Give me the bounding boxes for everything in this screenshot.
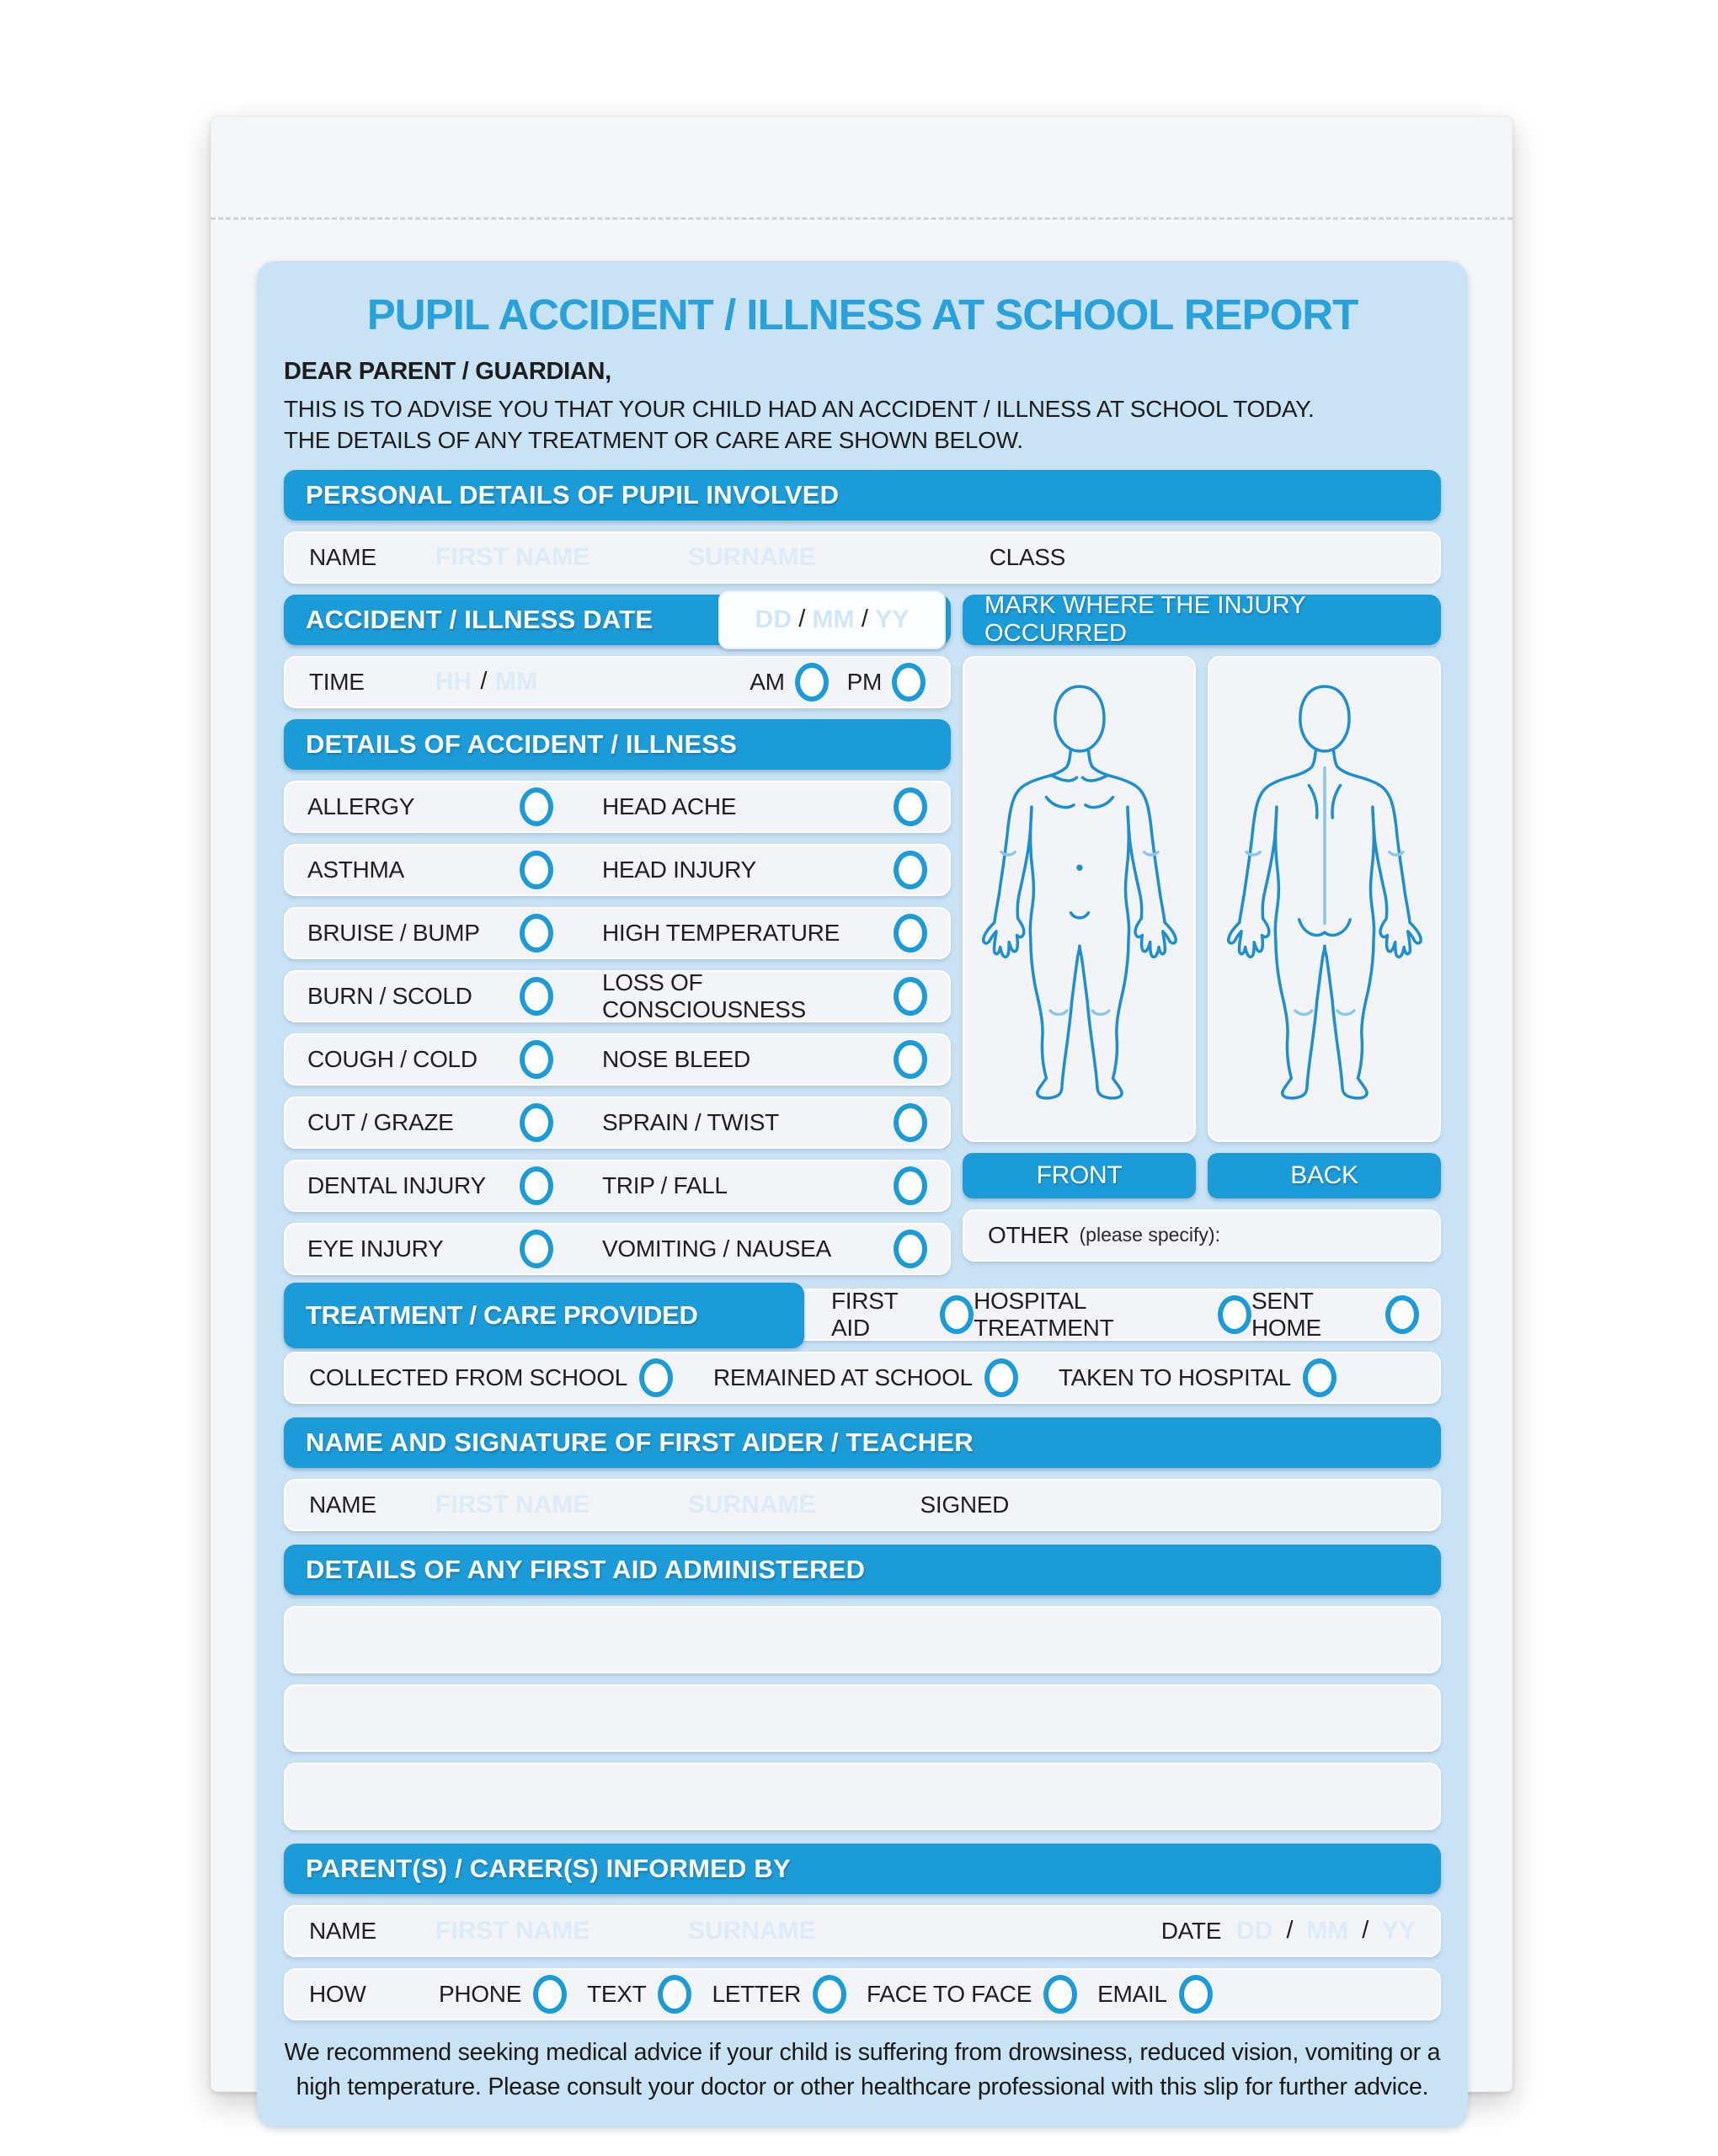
loss-of-consciousness-label: LOSS OF CONSCIOUSNESS	[602, 969, 806, 1022]
informed-how-row	[284, 1968, 1441, 2020]
class-label: CLASS	[989, 543, 1066, 570]
other-hint: (please specify):	[1079, 1224, 1220, 1246]
time-separator: /	[480, 668, 488, 696]
section-personal-details: PERSONAL DETAILS OF PUPIL INVOLVED	[284, 470, 1441, 520]
phone-checkbox[interactable]	[533, 1975, 567, 2014]
body-back-details	[1246, 768, 1402, 1015]
accident-report-form	[257, 261, 1468, 2127]
section-first-aid-details: DETAILS OF ANY FIRST AID ADMINISTERED	[284, 1545, 1441, 1595]
body-back-figure	[1217, 674, 1433, 1124]
intro-text	[284, 394, 1441, 456]
face-to-face-option	[867, 1975, 1077, 2014]
head-ache-label: HEAD ACHE	[602, 792, 737, 819]
perforation-line	[211, 217, 1513, 220]
date-label: DATE	[1160, 1917, 1222, 1944]
informed-date-field[interactable]	[1161, 1917, 1416, 1945]
eye-injury-checkbox[interactable]	[520, 1230, 553, 1268]
asthma-checkbox[interactable]	[520, 851, 553, 889]
signed-label: SIGNED	[920, 1491, 1010, 1518]
informed-yy-placeholder: YY	[1381, 1916, 1416, 1945]
first-aid-details-input-1[interactable]	[284, 1606, 1441, 1673]
dental-injury-label: DENTAL INJURY	[307, 1171, 486, 1198]
head-injury-checkbox[interactable]	[894, 851, 927, 889]
advice-line-1: We recommend seeking medical advice if your child is suffering from drowsiness, reduced vision, vomiting or a	[284, 2038, 1441, 2066]
front-label: FRONT	[963, 1153, 1196, 1198]
parent-surname-placeholder: SURNAME	[688, 1916, 816, 1945]
first-name-placeholder: FIRST NAME	[435, 542, 590, 571]
cough-cold-label: COUGH / COLD	[307, 1045, 478, 1072]
bruise-bump-label: BRUISE / BUMP	[307, 919, 480, 946]
bruise-bump-checkbox[interactable]	[520, 914, 553, 953]
asthma-label: ASTHMA	[307, 856, 404, 883]
taken-to-hospital-option	[1059, 1358, 1337, 1397]
burn-scold-checkbox[interactable]	[520, 977, 553, 1016]
cough-cold-checkbox[interactable]	[520, 1040, 553, 1079]
am-pm-group	[741, 663, 926, 702]
text-option	[587, 1975, 691, 2014]
hospital-treatment-option	[974, 1288, 1251, 1342]
remained-at-school-option	[713, 1358, 1018, 1397]
time-label: TIME	[309, 668, 365, 695]
intro-line-1: THIS IS TO ADVISE YOU THAT YOUR CHILD HAD AN ACCIDENT / ILLNESS AT SCHOOL TODAY.	[284, 396, 1315, 422]
first-aider-surname-placeholder: SURNAME	[688, 1490, 816, 1518]
head-injury-label: HEAD INJURY	[602, 856, 756, 883]
nose-bleed-checkbox[interactable]	[894, 1040, 927, 1079]
face-to-face-checkbox[interactable]	[1043, 1975, 1077, 2014]
sent-home-checkbox[interactable]	[1385, 1295, 1419, 1334]
hospital-treatment-label: HOSPITAL TREATMENT	[974, 1287, 1114, 1341]
sprain-twist-checkbox[interactable]	[894, 1103, 927, 1142]
section-accident-details-list: DETAILS OF ACCIDENT / ILLNESS	[284, 719, 951, 770]
sent-home-label: SENT HOME	[1251, 1287, 1321, 1341]
yy-placeholder: YY	[875, 605, 910, 633]
dental-injury-checkbox[interactable]	[520, 1166, 553, 1205]
salutation: DEAR PARENT / GUARDIAN,	[284, 358, 611, 385]
first-aider-name-field[interactable]	[284, 1479, 1441, 1531]
informed-dd-placeholder: DD	[1236, 1916, 1273, 1945]
back-label: BACK	[1208, 1153, 1441, 1198]
nose-bleed-label: NOSE BLEED	[602, 1045, 750, 1072]
accident-date-header-label: ACCIDENT / ILLNESS DATE	[306, 604, 654, 634]
letter-label: LETTER	[712, 1980, 801, 2007]
head-ache-checkbox[interactable]	[894, 787, 927, 826]
section-treatment: TREATMENT / CARE PROVIDED	[284, 1283, 804, 1348]
vomiting-nausea-checkbox[interactable]	[894, 1230, 927, 1268]
intro-line-2: THE DETAILS OF ANY TREATMENT OR CARE ARE SHOWN BELOW.	[284, 426, 1023, 453]
accident-details-zone	[284, 591, 1441, 1275]
injury-map-column	[963, 591, 1441, 1262]
remained-at-school-checkbox[interactable]	[984, 1358, 1018, 1397]
collected-from-school-label: COLLECTED FROM SCHOOL	[309, 1364, 627, 1390]
dd-placeholder: DD	[755, 605, 792, 633]
condition-row-burn	[284, 970, 951, 1022]
condition-row-asthma	[284, 844, 951, 896]
collected-from-school-checkbox[interactable]	[639, 1358, 673, 1397]
text-checkbox[interactable]	[658, 1975, 691, 2014]
body-front-details	[1000, 776, 1157, 1014]
condition-row-dental	[284, 1160, 951, 1212]
email-option	[1097, 1975, 1213, 2014]
front-back-labels	[963, 1153, 1441, 1198]
first-aid-details-input-2[interactable]	[284, 1684, 1441, 1752]
surname-placeholder: SURNAME	[688, 542, 816, 571]
pupil-name-field[interactable]	[284, 531, 1441, 584]
loss-of-consciousness-checkbox[interactable]	[894, 977, 927, 1016]
letter-option	[712, 1975, 846, 2014]
sprain-twist-label: SPRAIN / TWIST	[602, 1108, 779, 1135]
sent-home-option	[1251, 1288, 1419, 1342]
informed-date-separator: /	[1362, 1917, 1369, 1945]
body-diagram-back[interactable]	[1208, 656, 1441, 1142]
name-label: NAME	[309, 543, 376, 570]
high-temperature-label: HIGH TEMPERATURE	[602, 919, 840, 946]
how-label: HOW	[309, 1980, 366, 2007]
accident-left-column	[284, 595, 951, 1275]
hospital-treatment-checkbox[interactable]	[1218, 1295, 1251, 1334]
allergy-label: ALLERGY	[307, 792, 415, 819]
phone-label: PHONE	[439, 1980, 522, 2007]
mm-placeholder: MM	[812, 605, 855, 633]
first-aid-details-input-3[interactable]	[284, 1763, 1441, 1830]
am-checkbox[interactable]	[795, 663, 829, 702]
condition-row-allergy	[284, 781, 951, 833]
condition-row-eye	[284, 1223, 951, 1275]
taken-to-hospital-checkbox[interactable]	[1303, 1358, 1337, 1397]
condition-row-cough	[284, 1033, 951, 1086]
letter-checkbox[interactable]	[813, 1975, 846, 2014]
other-label: OTHER	[988, 1221, 1070, 1248]
body-diagram-front[interactable]	[963, 656, 1196, 1142]
condition-row-cut	[284, 1097, 951, 1149]
burn-scold-label: BURN / SCOLD	[307, 982, 472, 1009]
treatment-options	[831, 1288, 1419, 1342]
date-separator: /	[798, 606, 806, 633]
high-temperature-checkbox[interactable]	[894, 914, 927, 953]
collected-from-school-option	[309, 1358, 673, 1397]
body-diagrams	[963, 656, 1441, 1142]
accident-date-input[interactable]	[718, 590, 946, 649]
informed-mm-placeholder: MM	[1306, 1916, 1349, 1945]
pm-label: PM	[846, 668, 882, 695]
pm-checkbox[interactable]	[892, 663, 926, 702]
vomiting-nausea-label: VOMITING / NAUSEA	[602, 1235, 831, 1262]
trip-fall-checkbox[interactable]	[894, 1166, 927, 1205]
trip-fall-label: TRIP / FALL	[602, 1171, 728, 1198]
parent-name-label: NAME	[309, 1917, 376, 1944]
remained-at-school-label: REMAINED AT SCHOOL	[712, 1364, 973, 1390]
hh-placeholder: HH	[435, 667, 472, 696]
body-front-figure	[972, 674, 1187, 1124]
treatment-options-row	[284, 1289, 1441, 1341]
cut-graze-label: CUT / GRAZE	[307, 1108, 454, 1135]
allergy-checkbox[interactable]	[520, 787, 553, 826]
parent-name-field[interactable]	[284, 1905, 1441, 1957]
advice-line-2: high temperature. Please consult your doctor or other healthcare professional with this slip for further advice.	[296, 2073, 1429, 2101]
cut-graze-checkbox[interactable]	[520, 1103, 553, 1142]
section-first-aider: NAME AND SIGNATURE OF FIRST AIDER / TEACHER	[284, 1417, 1441, 1468]
section-parents-informed: PARENT(S) / CARER(S) INFORMED BY	[284, 1844, 1441, 1894]
time-field[interactable]	[284, 656, 951, 708]
report-sheet	[211, 116, 1513, 2101]
first-aider-first-name-placeholder: FIRST NAME	[435, 1490, 590, 1518]
care-outcome-row	[284, 1352, 1441, 1404]
time-mm-placeholder: MM	[495, 667, 538, 696]
eye-injury-label: EYE INJURY	[307, 1235, 444, 1262]
first-aider-name-label: NAME	[309, 1491, 376, 1518]
face-to-face-label: FACE TO FACE	[867, 1980, 1032, 2007]
informed-date-separator: /	[1286, 1917, 1294, 1945]
phone-option	[439, 1975, 567, 2014]
other-specify-field[interactable]	[963, 1209, 1441, 1262]
first-aid-label: FIRST AID	[831, 1287, 898, 1341]
parent-first-name-placeholder: FIRST NAME	[435, 1916, 590, 1945]
form-title: PUPIL ACCIDENT / ILLNESS AT SCHOOL REPORT	[366, 291, 1358, 339]
condition-row-bruise	[284, 907, 951, 959]
taken-to-hospital-label: TAKEN TO HOSPITAL	[1058, 1364, 1291, 1390]
text-label: TEXT	[587, 1980, 647, 2007]
am-label: AM	[750, 668, 785, 695]
section-accident-date	[284, 595, 951, 645]
first-aid-checkbox[interactable]	[940, 1295, 974, 1334]
email-label: EMAIL	[1097, 1980, 1167, 2007]
date-separator: /	[861, 606, 869, 633]
first-aid-option	[831, 1288, 974, 1342]
section-injury-map: MARK WHERE THE INJURY OCCURRED	[963, 595, 1441, 645]
email-checkbox[interactable]	[1179, 1975, 1213, 2014]
medical-advice-note	[284, 2036, 1441, 2105]
